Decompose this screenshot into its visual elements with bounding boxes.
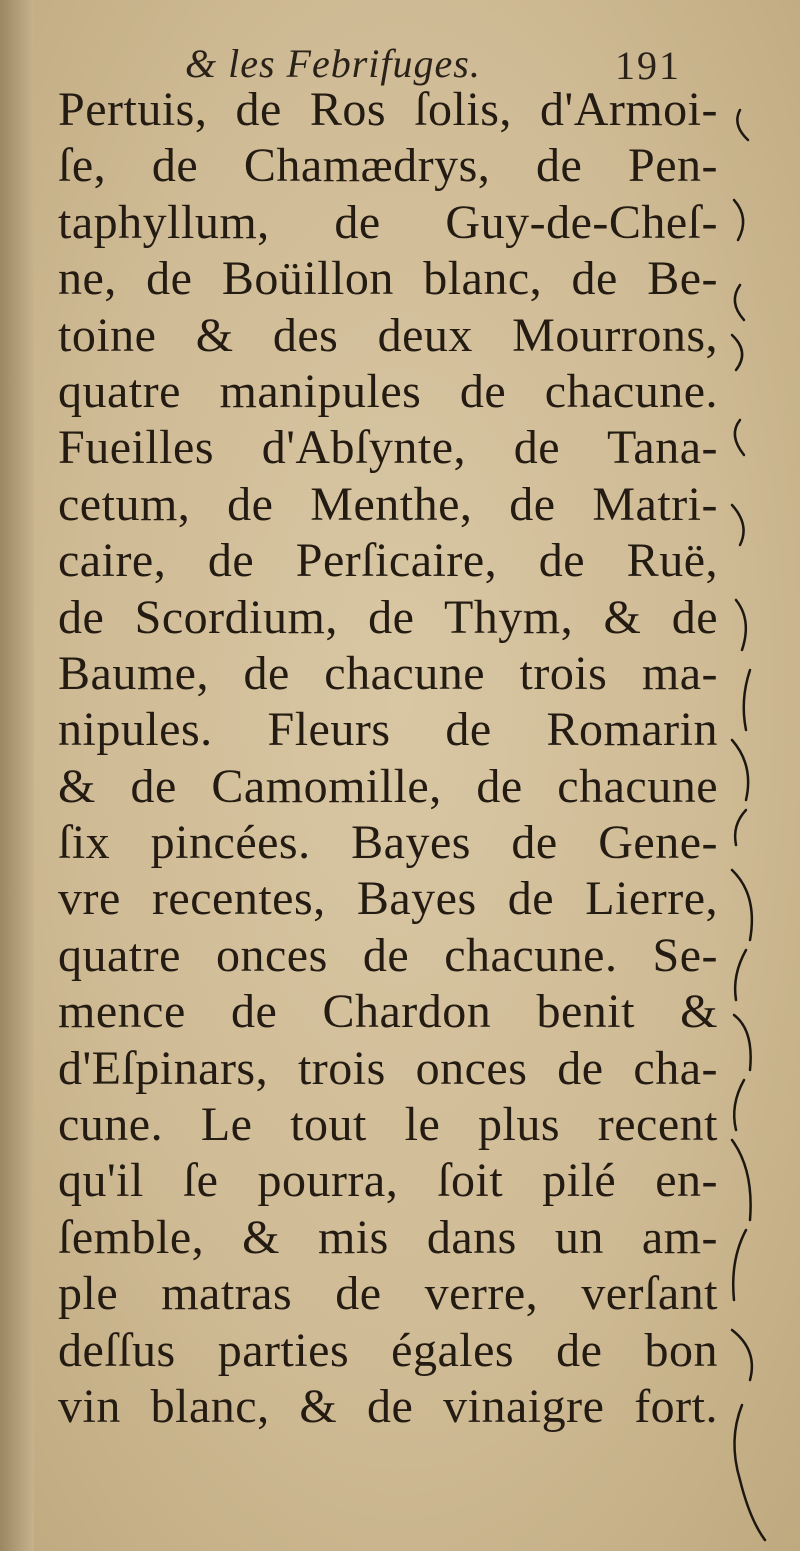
text-line: cune. Le tout le plus recent [58, 1098, 718, 1152]
text-line: d'Eſpinars, trois onces de cha- [58, 1041, 718, 1095]
page-gutter [0, 0, 34, 1551]
text-line: caire, de Perſicaire, de Ruë, [58, 534, 718, 588]
body-text [58, 82, 718, 1435]
text-line: ple matras de verre, verſant [58, 1267, 718, 1321]
text-line: Pertuis, de Ros ſolis, d'Armoi- [58, 83, 718, 136]
text-line: toine & des deux Mourrons, [58, 308, 718, 362]
text-line: taphyllum, de Guy-de-Cheſ- [58, 195, 718, 249]
text-line: qu'il ſe pourra, ſoit pilé en- [58, 1154, 718, 1208]
text-line: vin blanc, & de vinaigre fort. [58, 1379, 718, 1433]
text-line: ne, de Boüillon blanc, de Be- [58, 252, 718, 306]
page-number: 191 [615, 43, 681, 88]
text-line: ſemble, & mis dans un am- [58, 1210, 718, 1264]
text-line: quatre manipules de chacune. [58, 364, 718, 418]
text-line: ſix pincées. Bayes de Gene- [58, 816, 718, 870]
text-line: de Scordium, de Thym, & de [58, 590, 718, 644]
margin-annotation [710, 80, 800, 1551]
handwritten-brackets-icon [710, 80, 800, 1551]
text-line: ſe, de Chamædrys, de Pen- [58, 139, 718, 193]
text-line: & de Camomille, de chacune [58, 759, 718, 813]
text-line: mence de Chardon benit & [58, 985, 718, 1039]
text-line: Fueilles d'Abſynte, de Tana- [58, 421, 718, 475]
text-line: nipules. Fleurs de Romarin [58, 703, 718, 757]
text-line: quatre onces de chacune. Se- [58, 928, 718, 982]
text-line: deſſus parties égales de bon [58, 1323, 718, 1377]
text-line: cetum, de Menthe, de Matri- [58, 477, 718, 531]
running-head: & les Febrifuges. [185, 41, 481, 86]
text-line: vre recentes, Bayes de Lierre, [58, 872, 718, 926]
text-line: Baume, de chacune trois ma- [58, 646, 718, 700]
